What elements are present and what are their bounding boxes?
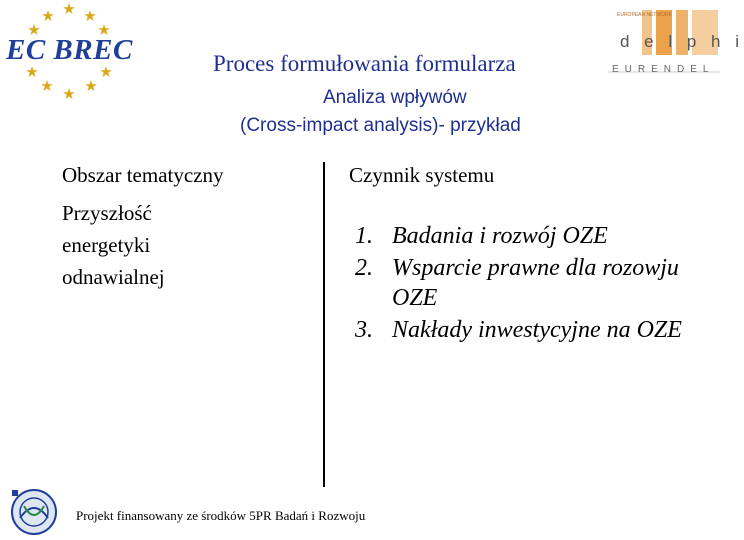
list-item <box>355 315 695 345</box>
column-divider <box>323 162 325 487</box>
list-item <box>355 253 695 313</box>
list-item-number: 2. <box>355 255 373 281</box>
list-item-text: Wsparcie prawne dla rozowju OZE <box>392 255 679 311</box>
topic-line: odnawialnej <box>62 265 165 289</box>
delphi-network-label: EUROPEAN NETWORK <box>617 12 673 18</box>
factor-list <box>355 221 695 347</box>
footer-funding-note: Projekt finansowany ze środków 5PR Badań i Rozwoju <box>76 508 366 523</box>
list-item-number: 1. <box>355 223 373 249</box>
topic-area-header: Obszar tematyczny <box>62 163 224 187</box>
subtitle-cross-impact: (Cross-impact analysis)- przykład <box>240 115 521 136</box>
topic-area-text <box>62 197 165 293</box>
subtitle-analysis: Analiza wpływów <box>323 87 467 108</box>
list-item <box>355 221 695 251</box>
topic-line: energetyki <box>62 233 151 257</box>
list-item-text: Badania i rozwój OZE <box>392 223 608 249</box>
delphi-logo-text: d e l p h i <box>620 32 744 51</box>
topic-line: Przyszłość <box>62 201 152 225</box>
list-item-text: Nakłady inwestycyjne na OZE <box>392 317 682 343</box>
ecbrec-logo-text: EC BREC <box>6 34 133 66</box>
fp5-logo-icon <box>10 488 58 536</box>
page-title: Proces formułowania formularza <box>213 51 516 76</box>
system-factor-header: Czynnik systemu <box>349 163 495 187</box>
list-item-number: 3. <box>355 317 373 343</box>
eurendel-logo-text: EURENDEL <box>612 64 715 75</box>
